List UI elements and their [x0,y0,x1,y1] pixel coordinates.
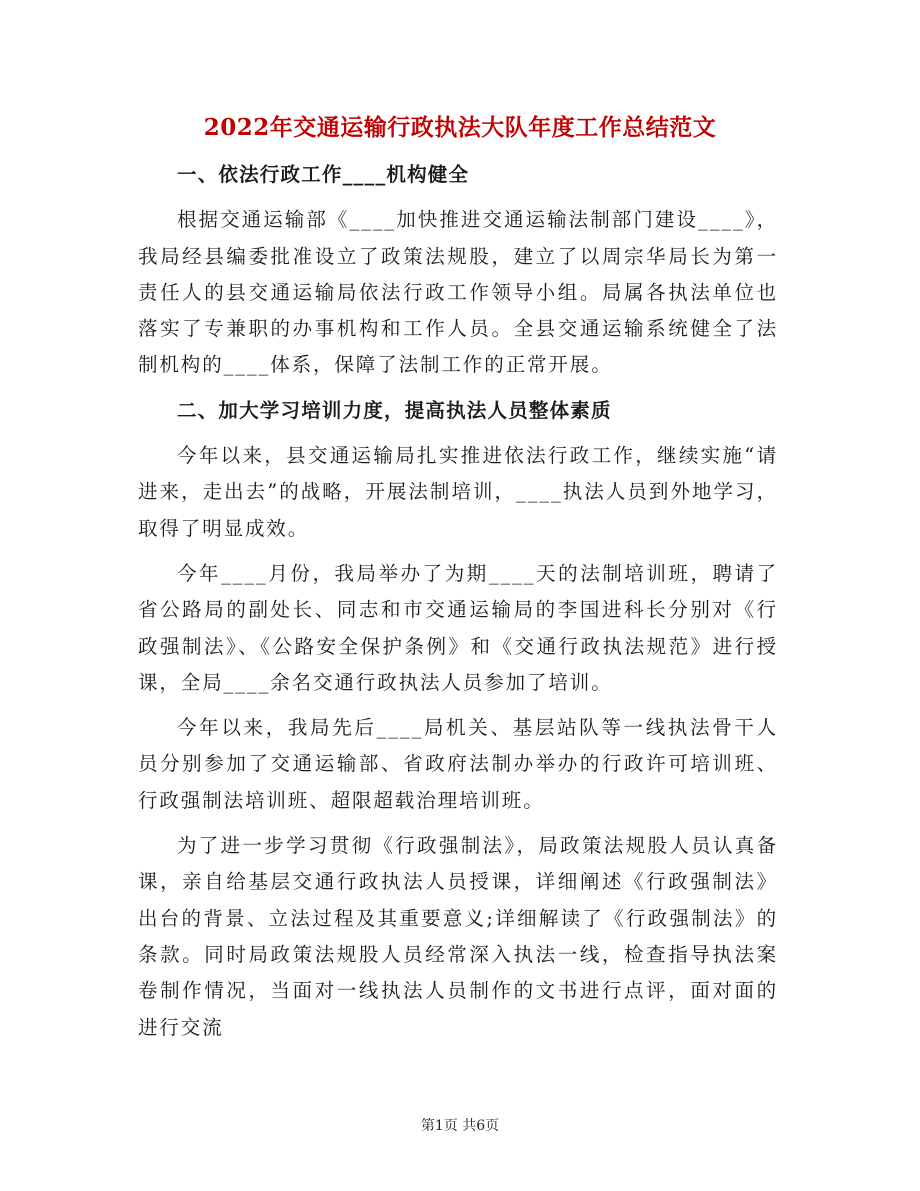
paragraph: 为了进一步学习贯彻《行政强制法》，局政策法规股人员认真备课，亲自给基层交通行政执法人员授课，详细阐述《行政强制法》出台的背景、立法过程及其重要意义;详细解读了《行政强制法》的条款。同时局政策法规股人员经常深入执法一线，检查指导执法案卷制作情况，当面对一线执法人员制作的文书进行点评，面对面的进行交流 [138,834,778,1039]
paragraph: 今年以来，县交通运输局扎实推进依法行政工作，继续实施“请进来，走出去”的战略，开展法制培训，____执法人员到外地学习，取得了明显成效。 [138,444,778,540]
section-heading-1: 一、依法行政工作____机构健全 [177,163,470,186]
page-number: 第1页 共6页 [420,1118,500,1134]
paragraph: 今年____月份，我局举办了为期____天的法制培训班，聘请了省公路局的副处长、同志和市交通运输局的李国进科长分别对《行政强制法》、《公路安全保护条例》和《交通行政执法规范》进行授课，全局____余名交通行政执法人员参加了培训。 [138,561,778,694]
document-title: 2022年交通运输行政执法大队年度工作总结范文 [203,114,717,141]
paragraph: 今年以来，我局先后____局机关、基层站队等一线执法骨干人员分别参加了交通运输部、省政府法制办举办的行政许可培训班、行政强制法培训班、超限超载治理培训班。 [138,716,778,812]
paragraph: 根据交通运输部《____加快推进交通运输法制部门建设____》，我局经县编委批准设立了政策法规股，建立了以周宗华局长为第一责任人的县交通运输局依法行政工作领导小组。局属各执法单位也落实了专兼职的办事机构和工作人员。全县交通运输系统健全了法制机构的____体系，保障了法制工作的正常开展。 [138,208,778,377]
section-heading-2: 二、加大学习培训力度，提高执法人员整体素质 [177,398,612,422]
document-body [138,148,778,1046]
